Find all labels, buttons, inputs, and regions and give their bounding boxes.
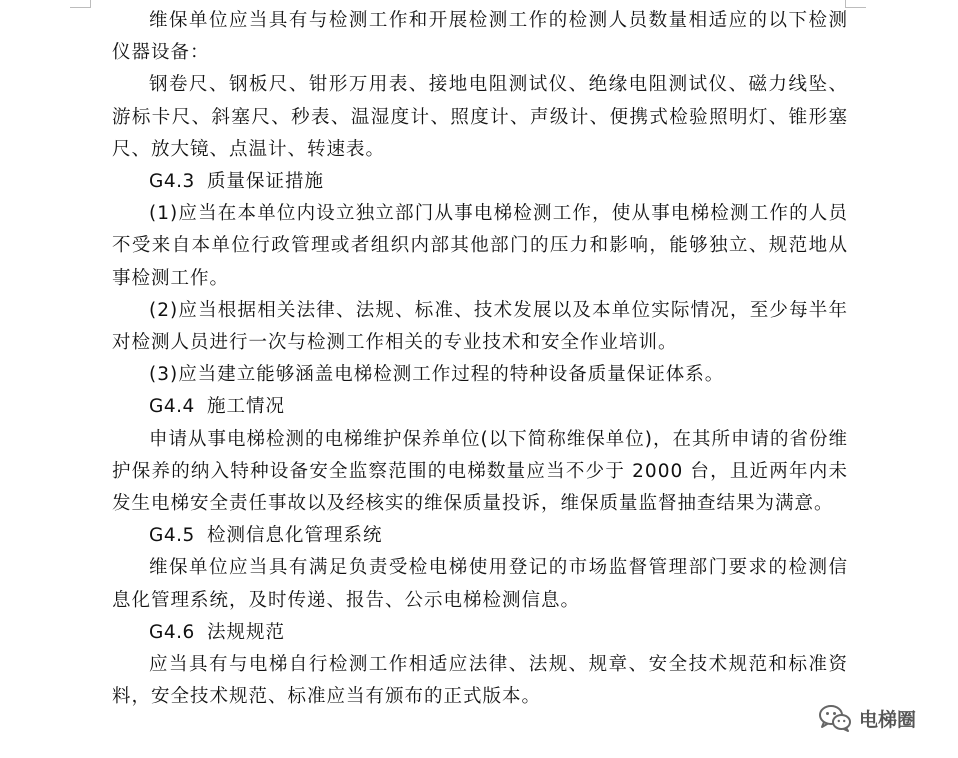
page-corner-mark-right (845, 0, 866, 8)
section-heading (112, 617, 848, 649)
paragraph: (1)应当在本单位内设立独立部门从事电梯检测工作，使从事电梯检测工作的人员不受来自本单位行政管理或者组织内部其他部门的压力和影响，能够独立、规范地从事检测工作。 (112, 203, 848, 289)
section-heading (112, 166, 848, 198)
section-title: 质量保证措施 (207, 171, 325, 193)
document-body (112, 5, 848, 713)
section-number: G4.3 (149, 171, 195, 193)
section-number: G4.6 (149, 621, 195, 643)
paragraph: 维保单位应当具有与检测工作和开展检测工作的检测人员数量相适应的以下检测仪器设备： (112, 10, 848, 64)
section-title: 法规规范 (207, 621, 286, 643)
section-number: G4.5 (149, 525, 195, 547)
paragraph: 申请从事电梯检测的电梯维护保养单位(以下简称维保单位)，在其所申请的省份维护保养的纳入特种设备安全监察范围的电梯数量应当不少于 2000 台，且近两年内未发生电梯安全责任事故以及经核实的维保质量投诉，维保质量监督抽查结果为满意。 (112, 428, 848, 515)
section-title: 检测信息化管理系统 (207, 525, 383, 547)
paragraph: (3)应当建立能够涵盖电梯检测工作过程的特种设备质量保证体系。 (149, 364, 725, 386)
paragraph: (2)应当根据相关法律、法规、标准、技术发展以及本单位实际情况，至少每半年对检测人员进行一次与检测工作相关的专业技术和安全作业培训。 (112, 299, 848, 354)
section-heading (112, 391, 848, 423)
section-heading (112, 520, 848, 552)
wechat-icon (818, 704, 852, 732)
paragraph: 钢卷尺、钢板尺、钳形万用表、接地电阻测试仪、绝缘电阻测试仪、磁力线坠、游标卡尺、斜塞尺、秒表、温湿度计、照度计、声级计、便携式检验照明灯、锥形塞尺、放大镜、点温计、转速表。 (112, 74, 848, 160)
watermark (818, 701, 916, 735)
watermark-text: 电梯圈 (859, 708, 917, 731)
page-corner-mark-left (70, 0, 91, 8)
section-number: G4.4 (149, 396, 195, 418)
paragraph: 应当具有与电梯自行检测工作相适应法律、法规、规章、安全技术规范和标准资料，安全技术规范、标准应当有颁布的正式版本。 (112, 654, 848, 708)
section-title: 施工情况 (207, 396, 286, 418)
paragraph: 维保单位应当具有满足负责受检电梯使用登记的市场监督管理部门要求的检测信息化管理系统，及时传递、报告、公示电梯检测信息。 (112, 557, 848, 611)
